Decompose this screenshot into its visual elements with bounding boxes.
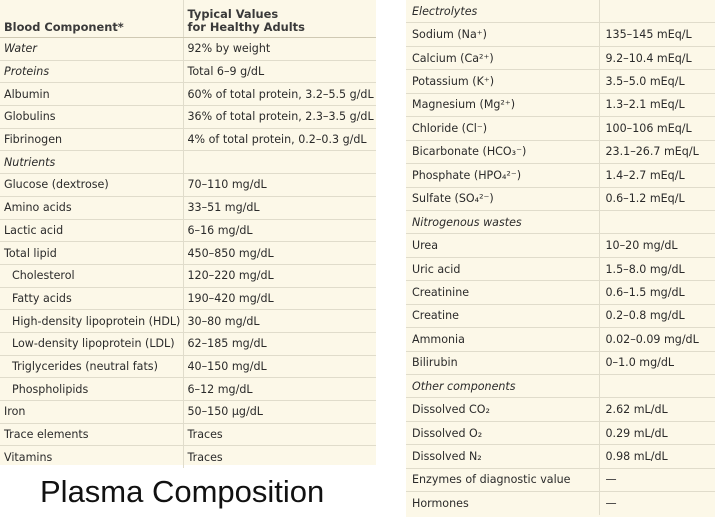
table-row xyxy=(0,242,376,265)
component-value: 0.6–1.2 mEq/L xyxy=(599,187,715,210)
component-name: High-density lipoprotein (HDL) xyxy=(0,310,183,333)
component-value: 10–20 mg/dL xyxy=(599,234,715,257)
table-row xyxy=(406,398,715,421)
left-table-panel xyxy=(0,0,376,465)
table-row xyxy=(406,328,715,351)
component-value xyxy=(599,375,715,398)
table-row xyxy=(406,210,715,233)
table-row xyxy=(0,310,376,333)
component-value: 450–850 mg/dL xyxy=(183,242,376,265)
component-value: Traces xyxy=(183,423,376,446)
component-name: Nutrients xyxy=(0,151,183,174)
table-row xyxy=(406,70,715,93)
table-row xyxy=(406,164,715,187)
component-value: 1.4–2.7 mEq/L xyxy=(599,164,715,187)
component-value: 0.2–0.8 mg/dL xyxy=(599,304,715,327)
component-name: Ammonia xyxy=(406,328,599,351)
left-composition-table xyxy=(0,0,376,468)
component-value: 9.2–10.4 mEq/L xyxy=(599,46,715,69)
table-header-row xyxy=(0,0,376,38)
component-value: 190–420 mg/dL xyxy=(183,287,376,310)
component-value: 3.5–5.0 mEq/L xyxy=(599,70,715,93)
component-value: Traces xyxy=(183,446,376,468)
component-value: 135–145 mEq/L xyxy=(599,23,715,46)
component-value: 33–51 mg/dL xyxy=(183,196,376,219)
table-row xyxy=(406,445,715,468)
component-value: — xyxy=(599,468,715,491)
slide-title: Plasma Composition xyxy=(40,474,325,509)
component-name: Albumin xyxy=(0,83,183,106)
table-row xyxy=(0,151,376,174)
table-row xyxy=(0,423,376,446)
table-row xyxy=(0,332,376,355)
component-name: Lactic acid xyxy=(0,219,183,242)
component-name: Electrolytes xyxy=(406,0,599,23)
component-value: 120–220 mg/dL xyxy=(183,264,376,287)
component-name: Trace elements xyxy=(0,423,183,446)
table-row xyxy=(406,468,715,491)
table-row xyxy=(0,128,376,151)
component-value: 100–106 mEq/L xyxy=(599,117,715,140)
component-name: Potassium (K⁺) xyxy=(406,70,599,93)
table-row xyxy=(406,257,715,280)
component-name: Sulfate (SO₄²⁻) xyxy=(406,187,599,210)
table-row xyxy=(406,375,715,398)
table-row xyxy=(0,196,376,219)
component-value xyxy=(599,210,715,233)
table-row xyxy=(406,281,715,304)
component-name: Nitrogenous wastes xyxy=(406,210,599,233)
component-value: 30–80 mg/dL xyxy=(183,310,376,333)
component-value: 6–12 mg/dL xyxy=(183,378,376,401)
component-name: Vitamins xyxy=(0,446,183,468)
component-name: Other components xyxy=(406,375,599,398)
component-value: 0.29 mL/dL xyxy=(599,421,715,444)
component-value: — xyxy=(599,492,715,515)
component-value: 2.62 mL/dL xyxy=(599,398,715,421)
table-row xyxy=(406,140,715,163)
right-table-panel xyxy=(406,0,715,517)
component-name: Chloride (Cl⁻) xyxy=(406,117,599,140)
component-value: 1.3–2.1 mEq/L xyxy=(599,93,715,116)
table-row xyxy=(0,401,376,424)
component-name: Dissolved CO₂ xyxy=(406,398,599,421)
table-row xyxy=(406,187,715,210)
table-row xyxy=(406,93,715,116)
component-name: Globulins xyxy=(0,106,183,129)
component-value: 60% of total protein, 3.2–5.5 g/dL xyxy=(183,83,376,106)
values-column-header xyxy=(183,0,376,38)
component-name: Phosphate (HPO₄²⁻) xyxy=(406,164,599,187)
values-header-line1: Typical Values xyxy=(187,6,279,21)
component-value: 36% of total protein, 2.3–3.5 g/dL xyxy=(183,106,376,129)
table-row xyxy=(0,83,376,106)
component-name: Sodium (Na⁺) xyxy=(406,23,599,46)
component-name: Iron xyxy=(0,401,183,424)
component-value: 4% of total protein, 0.2–0.3 g/dL xyxy=(183,128,376,151)
component-value: 6–16 mg/dL xyxy=(183,219,376,242)
component-name: Low-density lipoprotein (LDL) xyxy=(0,332,183,355)
component-name: Water xyxy=(0,38,183,61)
table-row xyxy=(0,60,376,83)
component-value xyxy=(599,0,715,23)
component-name: Uric acid xyxy=(406,257,599,280)
component-name: Dissolved N₂ xyxy=(406,445,599,468)
table-row xyxy=(0,446,376,468)
table-row xyxy=(0,287,376,310)
table-row xyxy=(0,378,376,401)
table-row xyxy=(406,234,715,257)
table-row xyxy=(406,117,715,140)
table-row xyxy=(0,355,376,378)
component-name: Calcium (Ca²⁺) xyxy=(406,46,599,69)
table-row xyxy=(406,0,715,23)
component-name: Fibrinogen xyxy=(0,128,183,151)
component-name: Total lipid xyxy=(0,242,183,265)
component-name: Enzymes of diagnostic value xyxy=(406,468,599,491)
component-value: 1.5–8.0 mg/dL xyxy=(599,257,715,280)
table-row xyxy=(406,492,715,515)
component-value: 70–110 mg/dL xyxy=(183,174,376,197)
table-row xyxy=(406,23,715,46)
component-name: Fatty acids xyxy=(0,287,183,310)
component-value: 0.6–1.5 mg/dL xyxy=(599,281,715,304)
component-name: Triglycerides (neutral fats) xyxy=(0,355,183,378)
table-row xyxy=(406,304,715,327)
component-value: 40–150 mg/dL xyxy=(183,355,376,378)
table-row xyxy=(406,46,715,69)
component-name: Bicarbonate (HCO₃⁻) xyxy=(406,140,599,163)
component-value: Total 6–9 g/dL xyxy=(183,60,376,83)
table-row xyxy=(0,106,376,129)
table-row xyxy=(0,174,376,197)
component-name: Cholesterol xyxy=(0,264,183,287)
component-name: Phospholipids xyxy=(0,378,183,401)
component-name: Creatinine xyxy=(406,281,599,304)
component-column-header: Blood Component* xyxy=(0,0,183,38)
component-name: Creatine xyxy=(406,304,599,327)
component-name: Dissolved O₂ xyxy=(406,421,599,444)
component-value: 0.98 mL/dL xyxy=(599,445,715,468)
component-value: 0.02–0.09 mg/dL xyxy=(599,328,715,351)
table-row xyxy=(0,38,376,61)
component-name: Proteins xyxy=(0,60,183,83)
component-value xyxy=(183,151,376,174)
table-row xyxy=(0,264,376,287)
values-header-line2: for Healthy Adults xyxy=(187,19,305,34)
component-name: Amino acids xyxy=(0,196,183,219)
component-value: 62–185 mg/dL xyxy=(183,332,376,355)
table-row xyxy=(406,421,715,444)
component-name: Glucose (dextrose) xyxy=(0,174,183,197)
component-value: 0–1.0 mg/dL xyxy=(599,351,715,374)
component-name: Bilirubin xyxy=(406,351,599,374)
component-name: Hormones xyxy=(406,492,599,515)
component-name: Magnesium (Mg²⁺) xyxy=(406,93,599,116)
table-row xyxy=(0,219,376,242)
right-composition-table xyxy=(406,0,715,515)
component-value: 92% by weight xyxy=(187,42,271,56)
component-name: Urea xyxy=(406,234,599,257)
component-value: 50–150 µg/dL xyxy=(183,401,376,424)
table-row xyxy=(406,351,715,374)
component-value: 23.1–26.7 mEq/L xyxy=(599,140,715,163)
